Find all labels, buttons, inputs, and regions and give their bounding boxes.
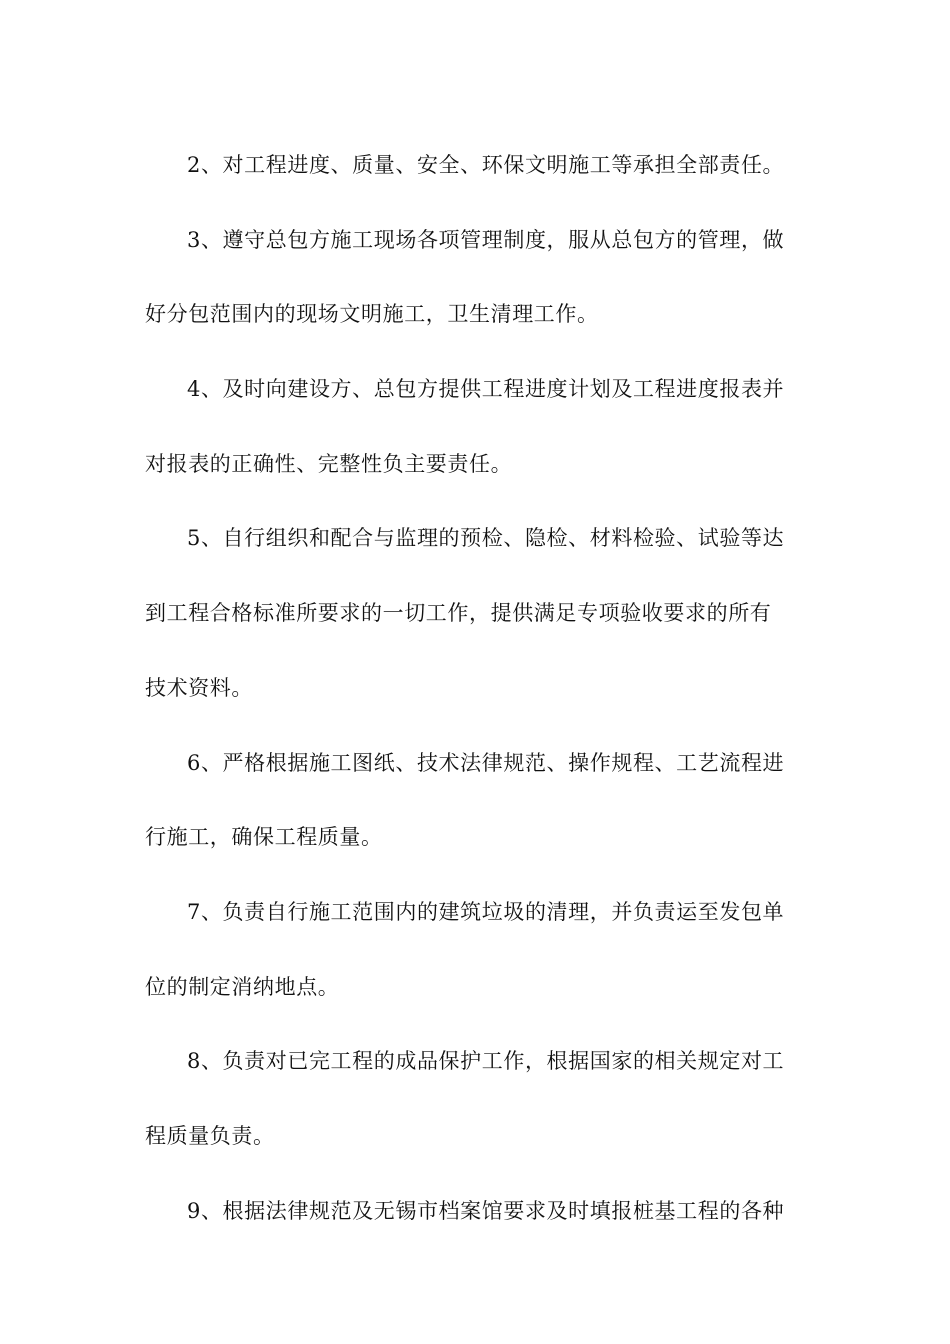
text-line: 3、遵守总包方施工现场各项管理制度，服从总包方的管理，做 bbox=[187, 227, 785, 252]
paragraph-item-7 bbox=[145, 875, 807, 1024]
text-line: 4、及时向建设方、总包方提供工程进度计划及工程进度报表并 bbox=[187, 377, 785, 402]
paragraph-item-8 bbox=[145, 1024, 807, 1173]
text-line: 9、根据法律规范及无锡市档案馆要求及时填报桩基工程的各种 bbox=[187, 1198, 785, 1223]
text-line: 技术资料。 bbox=[145, 675, 253, 700]
text-line: 好分包范围内的现场文明施工，卫生清理工作。 bbox=[145, 302, 599, 327]
paragraph-item-5 bbox=[145, 501, 807, 725]
text-line: 位的制定消纳地点。 bbox=[145, 974, 340, 999]
document-body bbox=[145, 128, 807, 1248]
paragraph-item-3 bbox=[145, 203, 807, 352]
text-line: 5、自行组织和配合与监理的预检、隐检、材料检验、试验等达 bbox=[187, 526, 785, 551]
text-line: 7、负责自行施工范围内的建筑垃圾的清理，并负责运至发包单 bbox=[187, 899, 785, 924]
text-line: 对报表的正确性、完整性负主要责任。 bbox=[145, 451, 513, 476]
text-line: 6、严格根据施工图纸、技术法律规范、操作规程、工艺流程进 bbox=[187, 750, 785, 775]
text-line: 2、对工程进度、质量、安全、环保文明施工等承担全部责任。 bbox=[187, 153, 785, 177]
text-line: 行施工，确保工程质量。 bbox=[145, 825, 383, 850]
paragraph-item-6 bbox=[145, 726, 807, 875]
paragraph-item-9 bbox=[145, 1174, 807, 1249]
paragraph-item-2 bbox=[145, 128, 807, 203]
text-line: 8、负责对已完工程的成品保护工作，根据国家的相关规定对工 bbox=[187, 1049, 785, 1074]
paragraph-item-4 bbox=[145, 352, 807, 501]
text-line: 到工程合格标准所要求的一切工作，提供满足专项验收要求的所有 bbox=[145, 601, 772, 626]
text-line: 程质量负责。 bbox=[145, 1123, 275, 1148]
